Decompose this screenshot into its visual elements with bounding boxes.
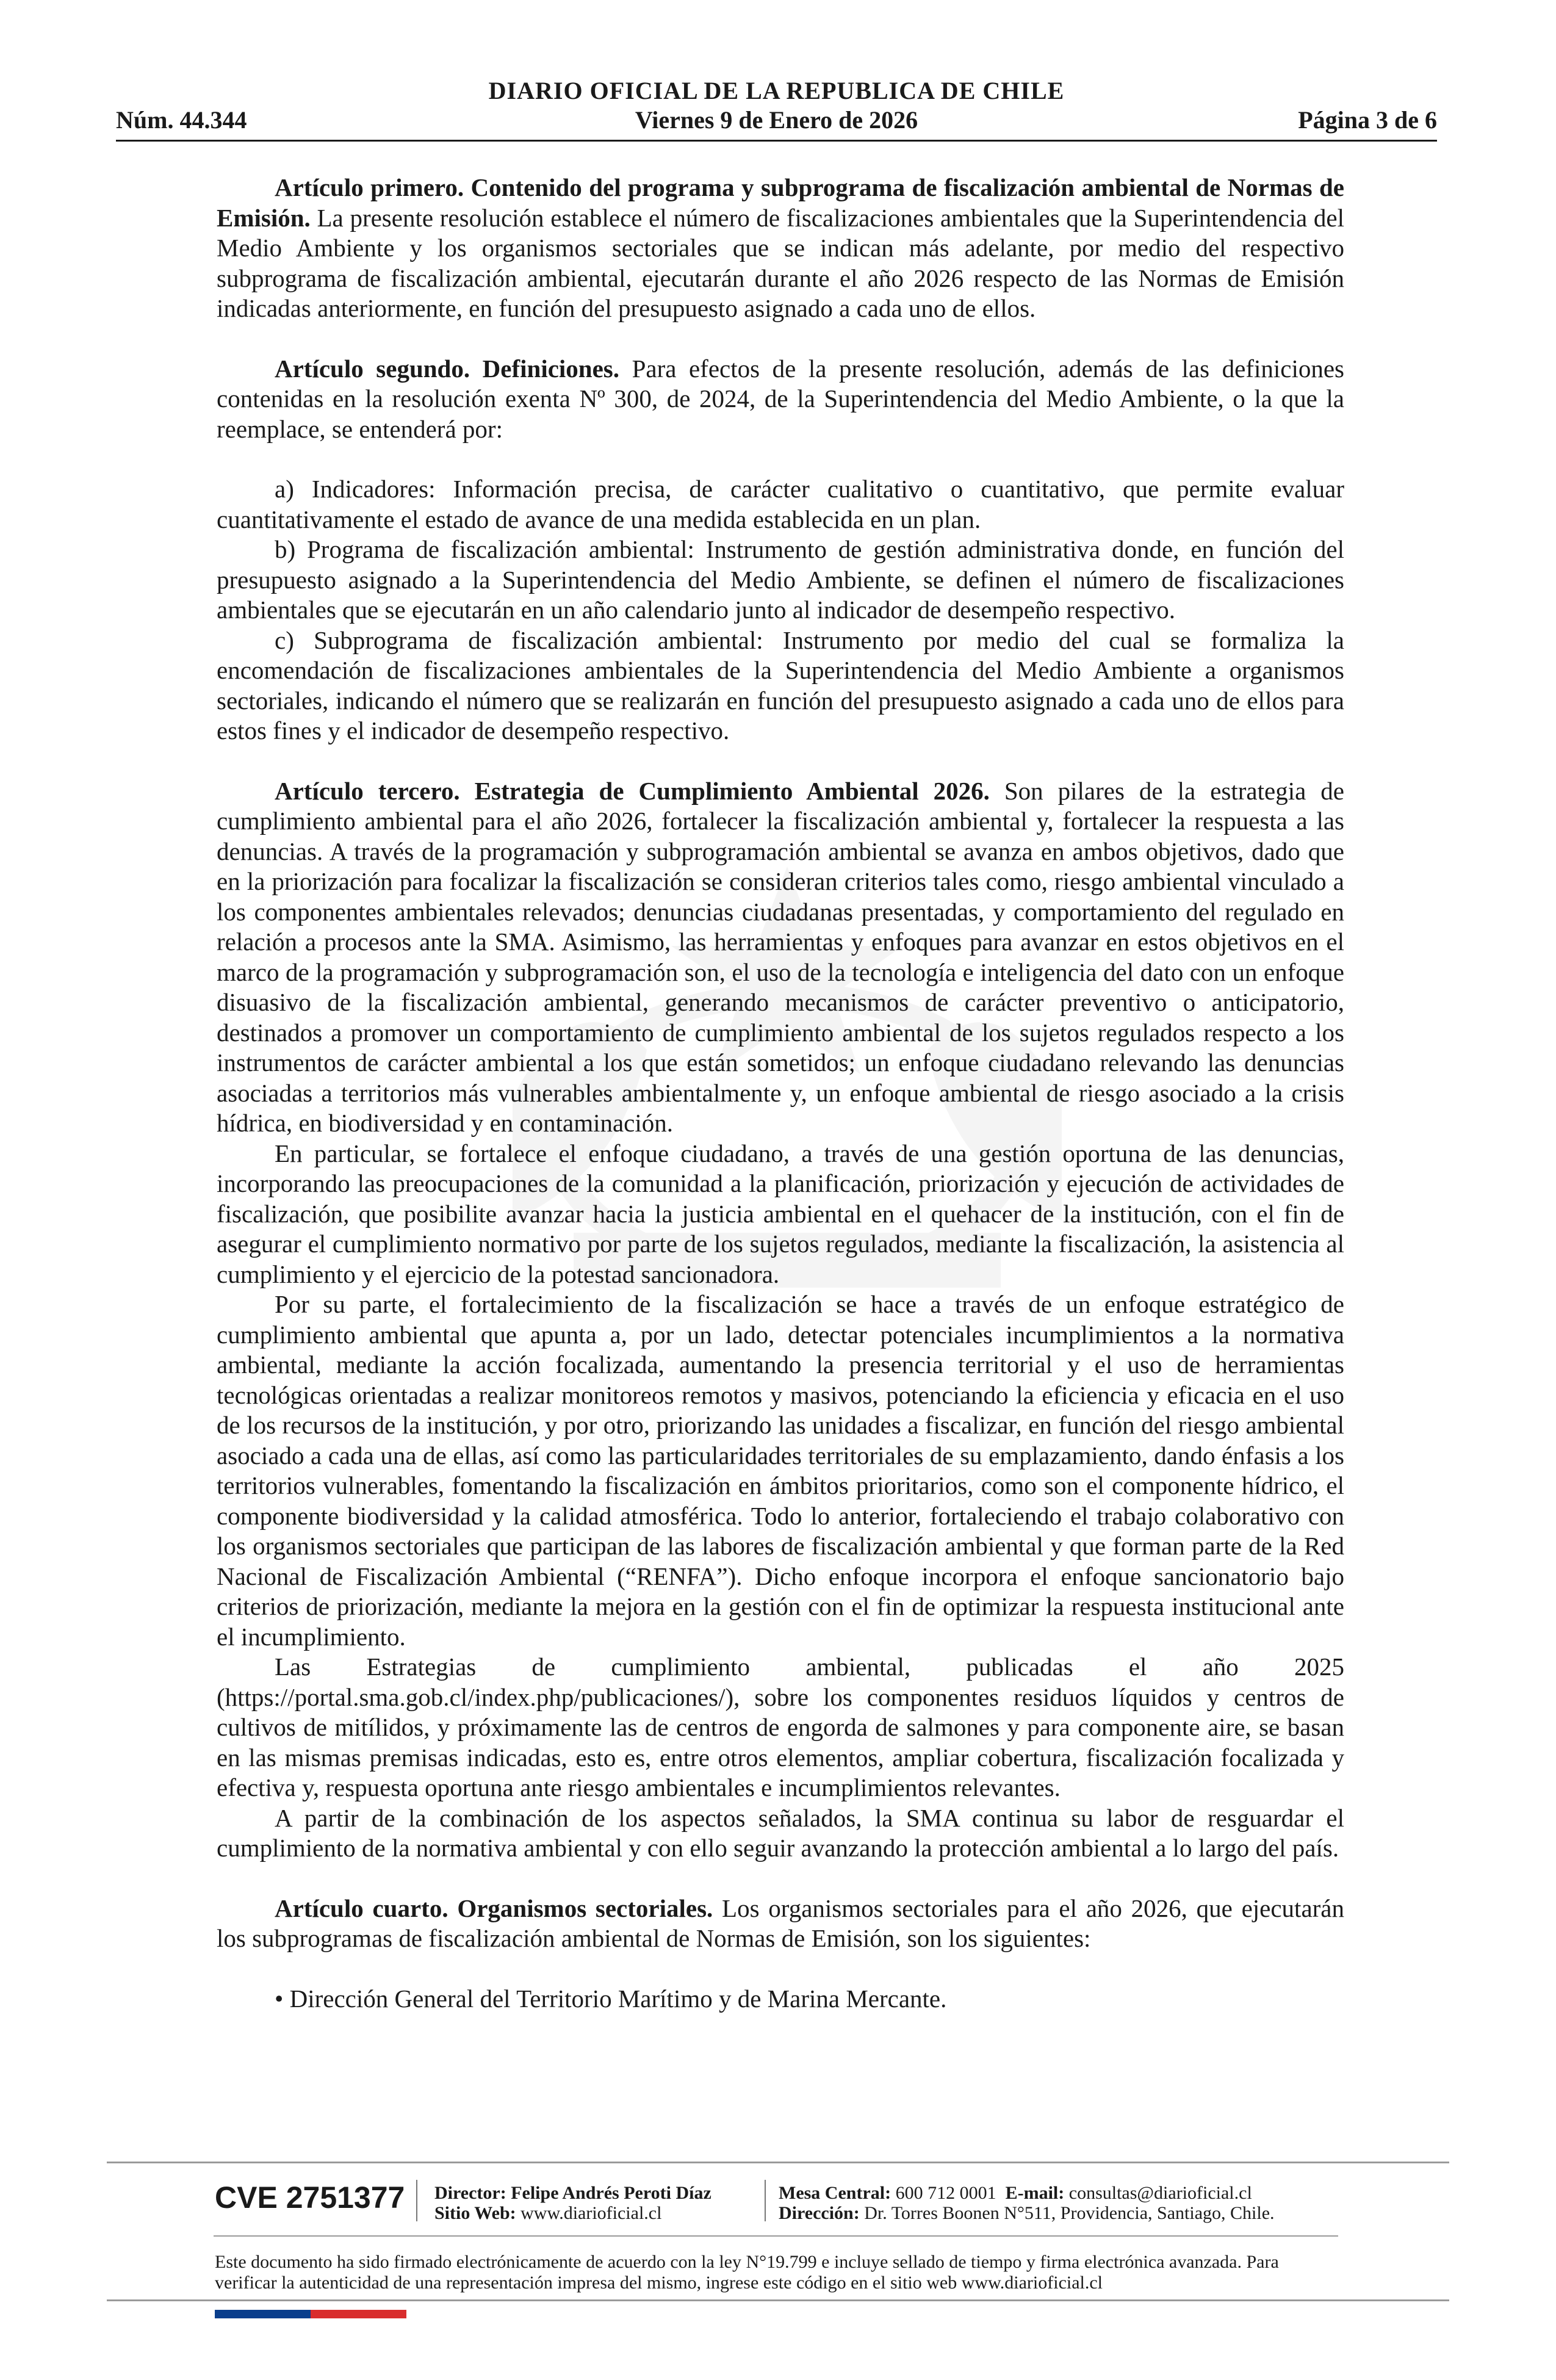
footer-contact-block (779, 2183, 1275, 2223)
article-2-title: Artículo segundo. Definiciones. (275, 354, 620, 383)
article-1-title: Artículo primero. Contenido del programa y subprograma de fiscalización ambiental de Normas de Emisión. (217, 173, 1344, 232)
issue-date: Viernes 9 de Enero de 2026 (635, 106, 918, 134)
article-3-paragraph-2: En particular, se fortalece el enfoque ciudadano, a través de una gestión oportuna de las denuncias, incorporando las preocupaciones de la comunidad a la planificación, priorización y ejecución de actividades de fiscalización, que posibilite avanzar hacia la justicia ambiental en el quehacer de la institución, con el fin de asegurar el cumplimiento normativo por parte de los sujetos regulados, mediante la fiscalización, la asistencia al cumplimiento y el ejercicio de la potestad sancionadora. (217, 1139, 1344, 1288)
footer-separator (416, 2180, 417, 2221)
page-header (116, 76, 1437, 143)
mesa-phone: 600 712 0001 (895, 2183, 996, 2203)
article-3-title: Artículo tercero. Estrategia de Cumplimiento Ambiental 2026. (275, 776, 990, 805)
definition-a: a) Indicadores: Información precisa, de carácter cualitativo o cuantitativo, que permite evaluar cuantitativamente el estado de avance de una medida establecida en un plan. (217, 475, 1344, 533)
article-2-body: Para efectos de la presente resolución, además de las definiciones contenidas en la resolución exenta Nº 300, de 2024, de la Superintendencia del Medio Ambiente, o la que la reemplace, se entenderá por: (217, 354, 1344, 443)
email-label: E-mail: (1005, 2183, 1065, 2203)
flag-bar-blue (215, 2310, 311, 2318)
header-rule (116, 140, 1437, 142)
address-label: Dirección: (779, 2203, 860, 2223)
footer-separator (765, 2180, 766, 2221)
article-3-paragraph-4: Las Estrategias de cumplimiento ambiental, publicadas el año 2025 (https://portal.sma.gob.cl/index.php/publicaciones/), sobre los componentes residuos líquidos y centros de cultivos de mitílidos, y próximamente las de centros de engorda de salmones y para componente aire, se basan en las mismas premisas indicadas, esto es, entre otros elementos, ampliar cobertura, fiscalización focalizada y efectiva y, respuesta oportuna ante riesgo ambientales e incumplimientos relevantes. (217, 1653, 1344, 1801)
cve-code: CVE 2751377 (215, 2180, 405, 2215)
footer-director-block (434, 2183, 711, 2223)
email-link[interactable]: consultas@diarioficial.cl (1068, 2183, 1252, 2203)
article-3 (217, 776, 1344, 1139)
definition-c: c) Subprograma de fiscalización ambiental: Instrumento por medio del cual se formaliza la encomendación de fiscalizaciones ambientales de la Superintendencia del Medio Ambiente a organismos sectoriales, indicando el número que se realizarán en función del presupuesto asignado a cada uno de ellos para estos fines y el indicador de desempeño respectivo. (217, 626, 1344, 745)
issue-number: Núm. 44.344 (116, 106, 247, 134)
article-4-title: Artículo cuarto. Organismos sectoriales. (275, 1894, 713, 1922)
footer-top-rule (107, 2162, 1449, 2163)
newspaper-title: DIARIO OFICIAL DE LA REPUBLICA DE CHILE (488, 77, 1065, 104)
address-value: Dr. Torres Boonen N°511, Providencia, Santiago, Chile. (864, 2203, 1275, 2223)
signature-note: Este documento ha sido firmado electrónicamente de acuerdo con la ley N°19.799 e incluye sellado de tiempo y firma electrónica avanzada. Para verificar la autenticidad de una representación impresa del mismo, ingrese este código en el sitio web www.diarioficial.cl (215, 2252, 1279, 2293)
article-4 (217, 1894, 1344, 1954)
article-3-paragraph-5: A partir de la combinación de los aspectos señalados, la SMA continua su labor de resguardar el cumplimiento de la normativa ambiental y con ello seguir avanzando la protección ambiental a lo largo del país. (217, 1803, 1344, 1862)
director-name: Felipe Andrés Peroti Díaz (511, 2183, 711, 2203)
footer-middle-rule (214, 2235, 1338, 2237)
footer-bottom-rule (107, 2299, 1449, 2301)
article-3-paragraph-3: Por su parte, el fortalecimiento de la fiscalización se hace a través de un enfoque estratégico de cumplimiento ambiental que apunta a, por un lado, detectar potenciales incumplimientos a la normativa ambiental, mediante la acción focalizada, aumentando la presencia territorial y el uso de herramientas tecnológicas orientadas a realizar monitoreos remotos y masivos, potenciando la eficiencia y eficacia en el uso de los recursos de la institución, y por otro, priorizando las unidades a fiscalizar, en función del riesgo ambiental asociado a cada una de ellas, así como las particularidades territoriales de su emplazamiento, dando énfasis a los territorios vulnerables, fomentando la fiscalización en ámbitos prioritarios, como son el componente hídrico, el componente biodiversidad y la calidad atmosférica. Todo lo anterior, fortaleciendo el trabajo colaborativo con los organismos sectoriales que participan de las labores de fiscalización ambiental y que forman parte de la Red Nacional de Fiscalización Ambiental (“RENFA”). Dicho enfoque incorpora el enfoque sancionatorio bajo criterios de priorización, mediante la mejora en la gestión con el fin de optimizar la respuesta institucional ante el incumplimiento. (217, 1290, 1344, 1651)
article-3-body: Son pilares de la estrategia de cumplimiento ambiental para el año 2026, fortalecer la fiscalización ambiental y, fortalecer la respuesta a las denuncias. A través de la programación y subprogramación ambiental se avanza en ambos objetivos, dado que en la priorización para focalizar la fiscalización se consideran criterios tales como, riesgo ambiental vinculado a los componentes ambientales relevados; denuncias ciudadanas presentadas, y comportamiento del regulado en relación a procesos ante la SMA. Asimismo, las herramientas y enfoques para avanzar en estos objetivos en el marco de la programación y subprogramación son, el uso de la tecnología e inteligencia del dato con un enfoque disuasivo de la fiscalización ambiental, generando mecanismos de carácter preventivo o anticipatorio, destinados a promover un comportamiento de cumplimiento ambiental de los sujetos regulados respecto a los instrumentos de carácter ambiental a los que están sometidos; un enfoque ciudadano relevando las denuncias asociadas a territorios más vulnerables ambientalmente y, un enfoque ambiental de riesgo asociado a la crisis hídrica, en biodiversidad y en contaminación. (217, 776, 1344, 1137)
website-label: Sitio Web: (434, 2203, 516, 2223)
website-link[interactable]: www.diarioficial.cl (520, 2203, 662, 2223)
page-indicator: Página 3 de 6 (1298, 106, 1437, 134)
director-label: Director: (434, 2183, 506, 2203)
article-1-body: La presente resolución establece el número de fiscalizaciones ambientales que la Superintendencia del Medio Ambiente y los organismos sectoriales que se indican más adelante, por medio del respectivo subprograma de fiscalización ambiental, ejecutarán durante el año 2026 respecto de las Normas de Emisión indicadas anteriormente, en función del presupuesto asignado a cada uno de ellos. (217, 203, 1344, 322)
document-body (217, 173, 1344, 2014)
article-2 (217, 354, 1344, 445)
mesa-label: Mesa Central: (779, 2183, 891, 2203)
article-1 (217, 173, 1344, 324)
article-4-list-item: • Dirección General del Territorio Marítimo y de Marina Mercante. (275, 1984, 947, 2013)
definition-b: b) Programa de fiscalización ambiental: Instrumento de gestión administrativa donde, en función del presupuesto asignado a la Superintendencia del Medio Ambiente, se definen el número de fiscalizaciones ambientales que se ejecutarán en un año calendario junto al indicador de desempeño respectivo. (217, 535, 1344, 624)
flag-bar-red (311, 2310, 406, 2318)
article-4-body: Los organismos sectoriales para el año 2026, que ejecutarán los subprogramas de fiscalización ambiental de Normas de Emisión, son los siguientes: (217, 1894, 1344, 1952)
